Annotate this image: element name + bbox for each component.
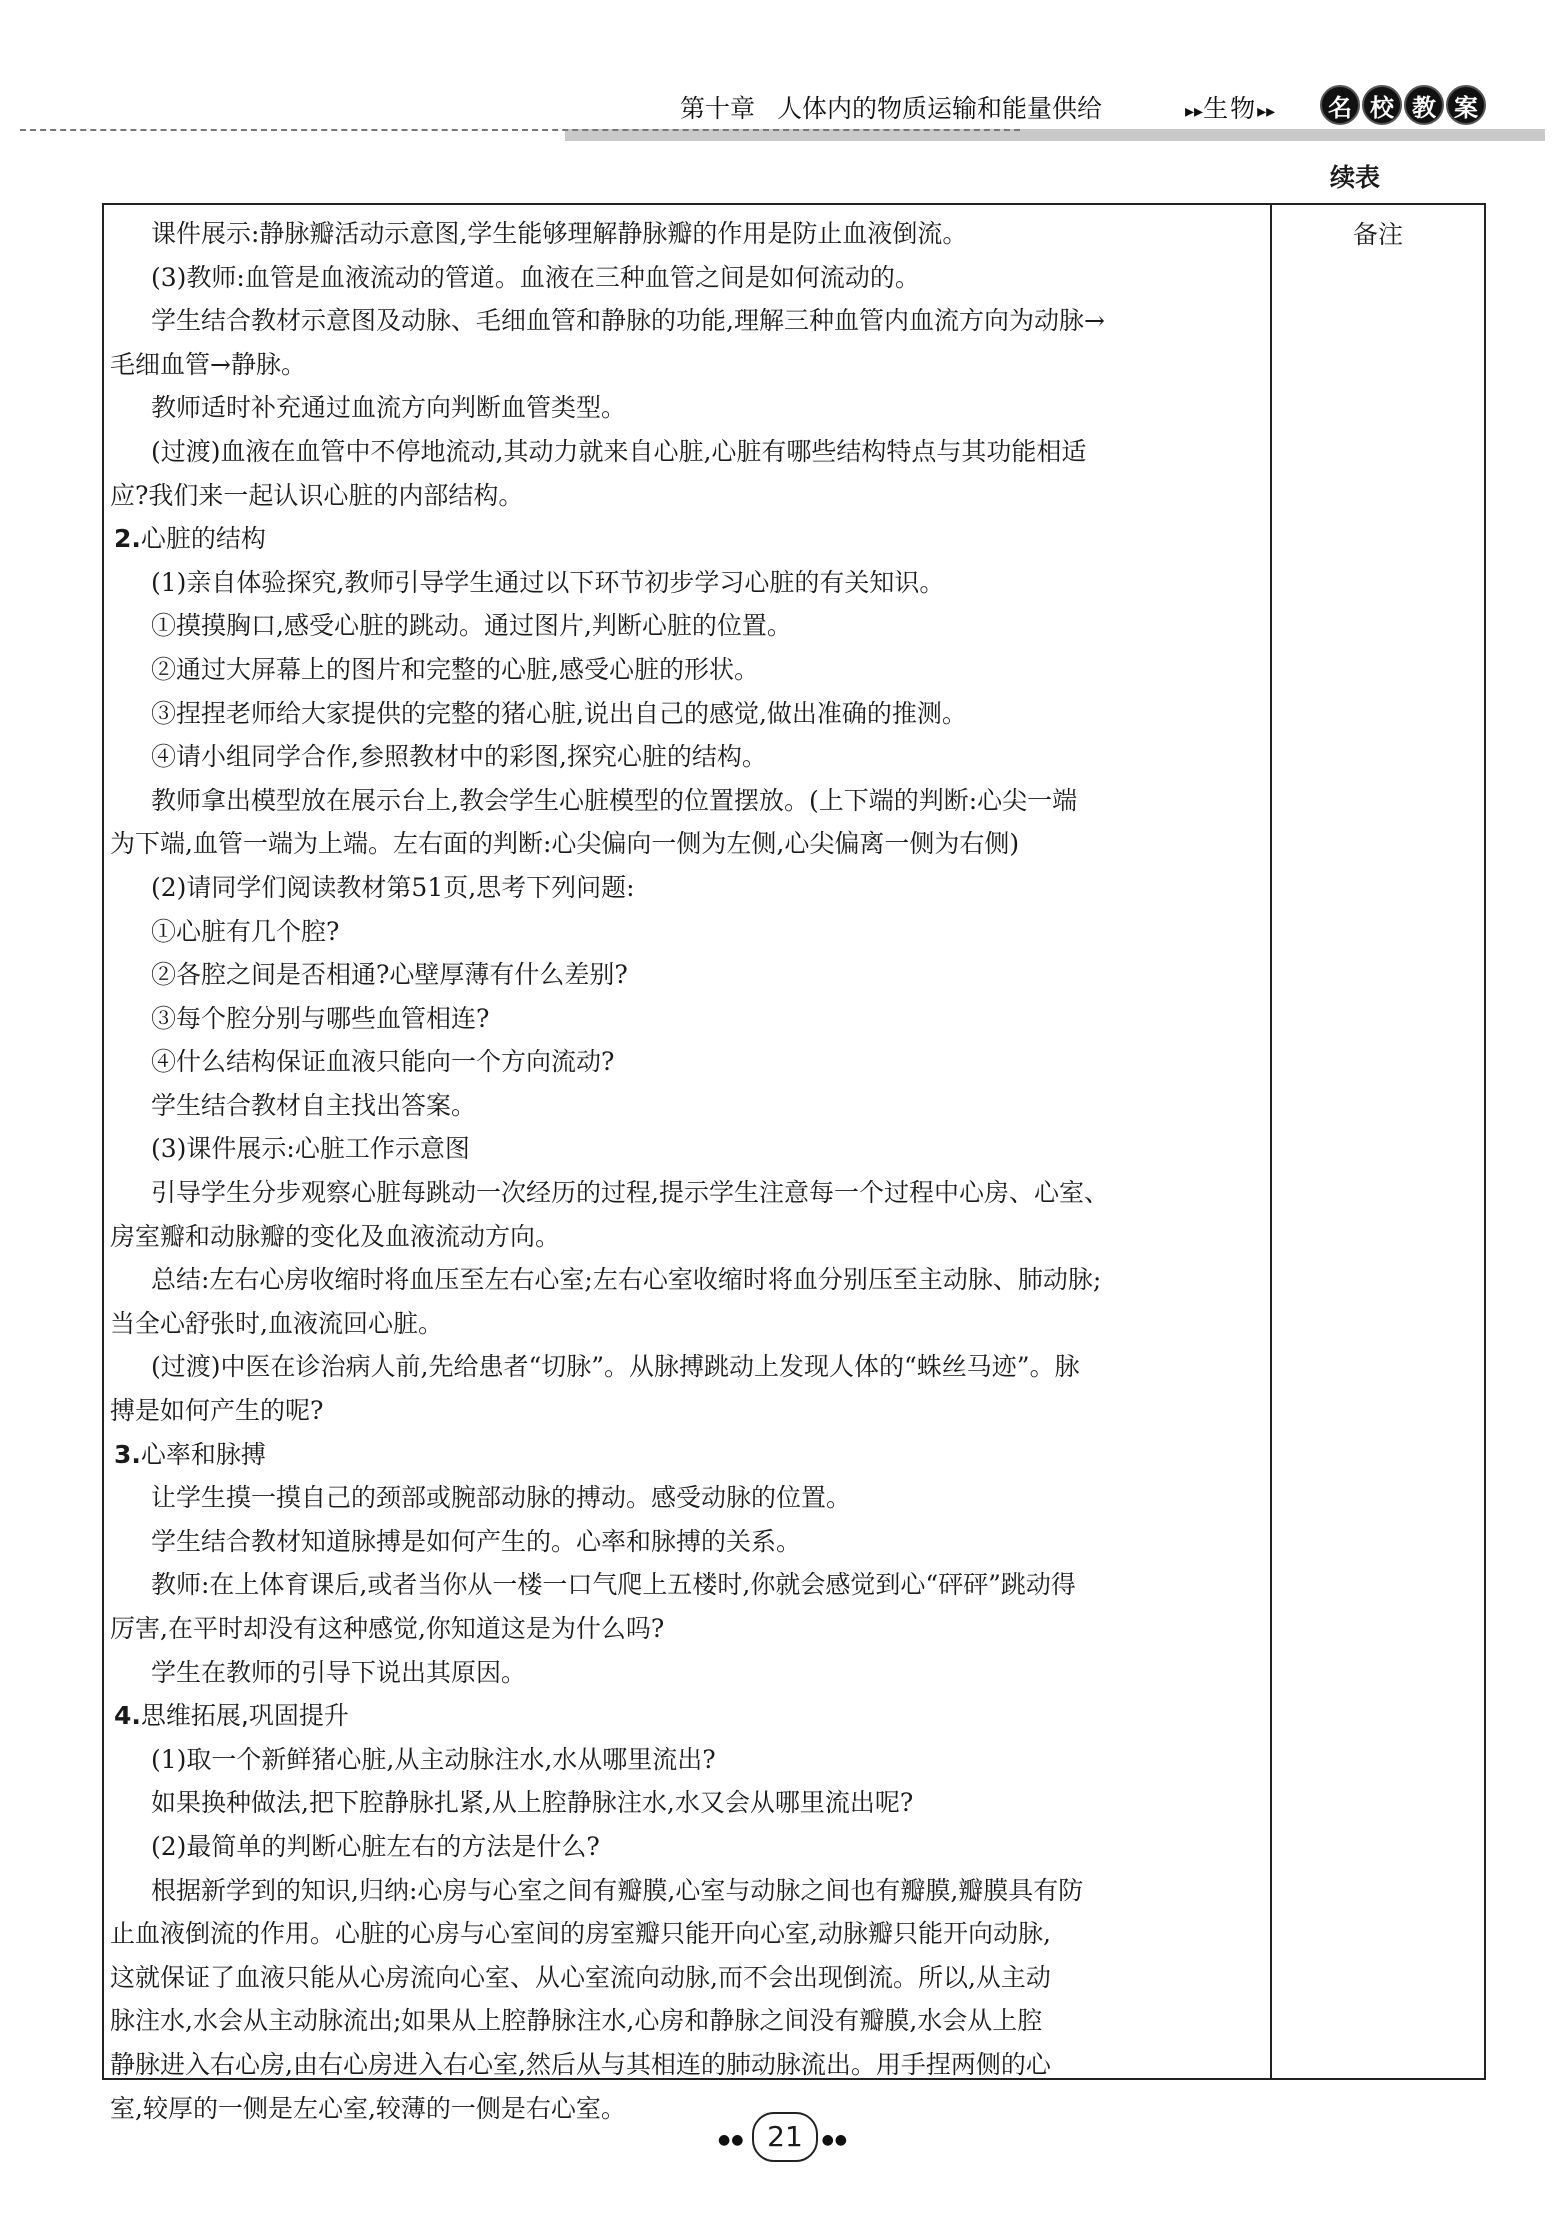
note-column-header: 备注: [1352, 220, 1403, 249]
section-title: 思维拓展,巩固提升: [140, 1701, 349, 1731]
content-line: ③捏捏老师给大家提供的完整的猪心脏,说出自己的感觉,做出准确的推测。: [151, 698, 967, 728]
arrow-icon: ▸▸: [1257, 101, 1276, 122]
content-line: 学生结合教材知道脉搏是如何产生的。心率和脉搏的关系。: [151, 1526, 802, 1556]
subject-name: 生物: [1203, 94, 1258, 123]
content-line: 学生在教师的引导下说出其原因。: [151, 1657, 527, 1687]
section-title: 心脏的结构: [140, 524, 266, 554]
column-divider: [1270, 205, 1272, 2078]
section-heading: [110, 1433, 1260, 1477]
section-title: 心率和脉搏: [140, 1439, 266, 1469]
arrow-icon: ▸▸: [1185, 101, 1204, 122]
content-line: ①摸摸胸口,感受心脏的跳动。通过图片,判断心脏的位置。: [151, 611, 792, 641]
content-line: (2)最简单的判断心脏左右的方法是什么?: [151, 1831, 600, 1861]
content-line: 教师拿出模型放在展示台上,教会学生心脏模型的位置摆放。(上下端的判断:心尖一端: [151, 785, 1078, 815]
content-line: 如果换种做法,把下腔静脉扎紧,从上腔静脉注水,水又会从哪里流出呢?: [151, 1788, 914, 1818]
content-line: 教师适时补充通过血流方向判断血管类型。: [151, 393, 627, 423]
content-line: 厉害,在平时却没有这种感觉,你知道这是为什么吗?: [110, 1614, 665, 1643]
content-line: (1)取一个新鲜猪心脏,从主动脉注水,水从哪里流出?: [151, 1744, 716, 1774]
dots-icon: ●●: [821, 2132, 848, 2148]
content-line: 教师:在上体育课后,或者当你从一楼一口气爬上五楼时,你就会感觉到心“砰砰”跳动得: [151, 1570, 1076, 1600]
content-line: 毛细血管→静脉。: [110, 349, 306, 379]
page-footer: [718, 2112, 848, 2162]
subject-label: [1185, 89, 1275, 125]
content-line: (2)请同学们阅读教材第51页,思考下列问题:: [151, 872, 635, 902]
content-line: 应?我们来一起认识心脏的内部结构。: [110, 480, 524, 510]
content-line: ②各腔之间是否相通?心壁厚薄有什么差别?: [151, 960, 628, 990]
header-dashed-rule: [20, 129, 1020, 131]
section-number: 4.: [114, 1701, 141, 1731]
brand-logo: [1320, 85, 1486, 125]
content-line: 总结:左右心房收缩时将血压至左右心室;左右心室收缩时将血分别压至主动脉、肺动脉;: [151, 1265, 1102, 1295]
lesson-content: [110, 212, 1260, 2130]
section-number: 3.: [114, 1439, 141, 1469]
content-line: 根据新学到的知识,归纳:心房与心室之间有瓣膜,心室与动脉之间也有瓣膜,瓣膜具有防: [151, 1875, 1084, 1905]
brand-char: 案: [1446, 85, 1486, 125]
chapter-heading: [680, 89, 1102, 125]
content-line: (3)教师:血管是血液流动的管道。血液在三种血管之间是如何流动的。: [151, 262, 920, 292]
content-line: (过渡)中医在诊治病人前,先给患者“切脉”。从脉搏跳动上发现人体的“蛛丝马迹”。脉: [151, 1352, 1080, 1382]
content-line: (过渡)血液在血管中不停地流动,其动力就来自心脏,心脏有哪些结构特点与其功能相适: [151, 436, 1087, 466]
content-line: ④什么结构保证血液只能向一个方向流动?: [151, 1047, 615, 1077]
dots-icon: ●●: [718, 2132, 745, 2148]
content-line: 搏是如何产生的呢?: [110, 1396, 324, 1426]
content-line: 让学生摸一摸自己的颈部或腕部动脉的搏动。感受动脉的位置。: [151, 1483, 852, 1513]
section-number: 2.: [114, 524, 141, 554]
content-line: 室,较厚的一侧是左心室,较薄的一侧是右心室。: [110, 2093, 626, 2123]
continued-label: 续表: [1330, 163, 1381, 192]
content-line: 课件展示:静脉瓣活动示意图,学生能够理解静脉瓣的作用是防止血液倒流。: [151, 219, 968, 248]
page-header: [0, 85, 1564, 145]
content-line: ④请小组同学合作,参照教材中的彩图,探究心脏的结构。: [151, 742, 767, 772]
section-heading: [110, 517, 1260, 561]
content-line: 这就保证了血液只能从心房流向心室、从心室流向动脉,而不会出现倒流。所以,从主动: [110, 1962, 1051, 1992]
section-heading: [110, 1694, 1260, 1738]
content-line: ③每个腔分别与哪些血管相连?: [151, 1003, 490, 1033]
content-line: 学生结合教材示意图及动脉、毛细血管和静脉的功能,理解三种血管内血流方向为动脉→: [151, 306, 1105, 336]
content-line: ②通过大屏幕上的图片和完整的心脏,感受心脏的形状。: [151, 654, 759, 684]
content-line: 引导学生分步观察心脏每跳动一次经历的过程,提示学生注意每一个过程中心房、心室、: [151, 1178, 1109, 1208]
content-line: 静脉进入右心房,由右心房进入右心室,然后从与其相连的肺动脉流出。用手捏两侧的心: [110, 2049, 1051, 2079]
content-line: 当全心舒张时,血液流回心脏。: [110, 1308, 443, 1338]
content-line: 学生结合教材自主找出答案。: [151, 1090, 477, 1120]
page-number: 21: [752, 2112, 818, 2162]
chapter-title: 人体内的物质运输和能量供给: [777, 94, 1103, 123]
brand-char: 名: [1320, 85, 1360, 125]
content-line: 为下端,血管一端为上端。左右面的判断:心尖偏向一侧为左侧,心尖偏离一侧为右侧): [110, 829, 1020, 859]
content-line: (1)亲自体验探究,教师引导学生通过以下环节初步学习心脏的有关知识。: [151, 567, 945, 597]
content-line: ①心脏有几个腔?: [151, 916, 340, 946]
brand-char: 校: [1362, 85, 1402, 125]
content-line: 止血液倒流的作用。心脏的心房与心室间的房室瓣只能开向心室,动脉瓣只能开向动脉,: [110, 1919, 1051, 1949]
brand-char: 教: [1404, 85, 1444, 125]
content-line: (3)课件展示:心脏工作示意图: [151, 1134, 470, 1164]
content-line: 房室瓣和动脉瓣的变化及血液流动方向。: [110, 1221, 561, 1251]
content-line: 脉注水,水会从主动脉流出;如果从上腔静脉注水,心房和静脉之间没有瓣膜,水会从上腔: [110, 2006, 1043, 2036]
chapter-number: 第十章: [680, 94, 756, 123]
